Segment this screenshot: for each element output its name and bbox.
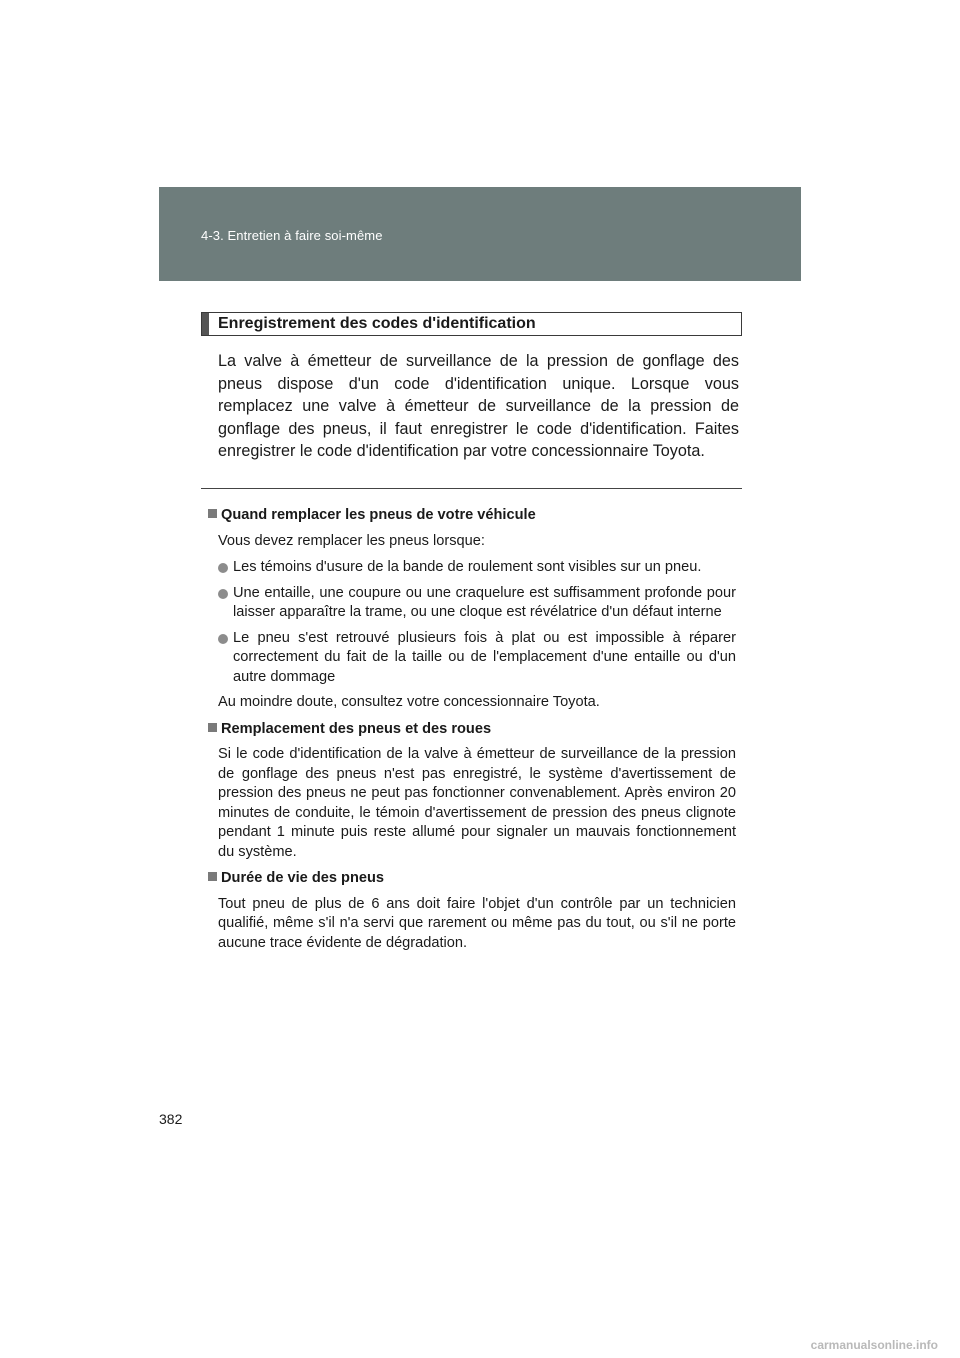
note-heading-text: Remplacement des pneus et des roues [221,720,492,737]
note-body: Tout pneu de plus de 6 ans doit faire l'objet d'un contrôle par un technicien qualifié, même s'il n'a servi que rarement ou même pas du tout, ou s'il ne porte aucune trace évidente de dégradation. [218,895,736,951]
list-item-text: Le pneu s'est retrouvé plusieurs fois à plat ou est impossible à réparer correctement du fait de la taille ou de l'emplacement d'une entaille ou d'un autre dommage [233,629,736,685]
page-number: 382 [159,1111,183,1127]
watermark: carmanualsonline.info [810,1338,938,1352]
square-bullet-icon [208,723,217,732]
list-item-text: Les témoins d'usure de la bande de roulement sont visibles sur un pneu. [233,559,702,575]
list-item [218,558,736,578]
square-bullet-icon [208,509,217,518]
note-bullets [218,558,736,687]
notes-list [208,506,736,960]
round-bullet-icon [218,563,228,573]
note-lead: Vous devez remplacer les pneus lorsque: [218,532,485,549]
note-tail: Au moindre doute, consultez votre concessionnaire Toyota. [218,694,600,710]
section-title: Enregistrement des codes d'identification [218,315,536,332]
round-bullet-icon [218,589,228,599]
list-item [218,584,736,623]
list-item-text: Une entaille, une coupure ou une craquelure est suffisamment profonde pour laisser apparaître la trame, ou une cloque est révélatrice d'un défaut interne [233,584,736,620]
note-heading-text: Quand remplacer les pneus de votre véhicule [221,507,536,523]
square-bullet-icon [208,872,217,881]
chapter-title: 4-3. Entretien à faire soi-même [201,228,383,243]
note-heading-tire-life [208,869,736,889]
round-bullet-icon [218,634,228,644]
note-heading-text: Durée de vie des pneus [221,870,385,886]
section-title-bar [202,313,209,335]
note-heading-tires-wheels [208,720,736,740]
list-item [218,629,736,688]
divider-rule [201,488,742,489]
chapter-header-band [159,187,801,281]
note-body: Si le code d'identification de la valve à émetteur de surveillance de la pression de gonflage des pneus n'est pas enregistré, le système d'avertissement de pression des pneus ne peut pas fonctionner convenablement. Après environ 20 minutes de conduite, le témoin d'avertissement de pression des pneus clignote pendant 1 minute puis reste allumé pour signaler un mauvais fonctionnement du système. [218,746,736,860]
section-title-box [201,312,742,336]
note-heading-tire-replacement [208,506,736,526]
section-intro: La valve à émetteur de surveillance de la pression de gonflage des pneus dispose d'un code d'identification unique. Lorsque vous remplacez une valve à émetteur de surveillance de la pression de gonflage des pneus, il faut enregistrer le code d'identification. Faites enregistrer le code d'identification par votre concessionnaire Toyota. [218,352,739,460]
